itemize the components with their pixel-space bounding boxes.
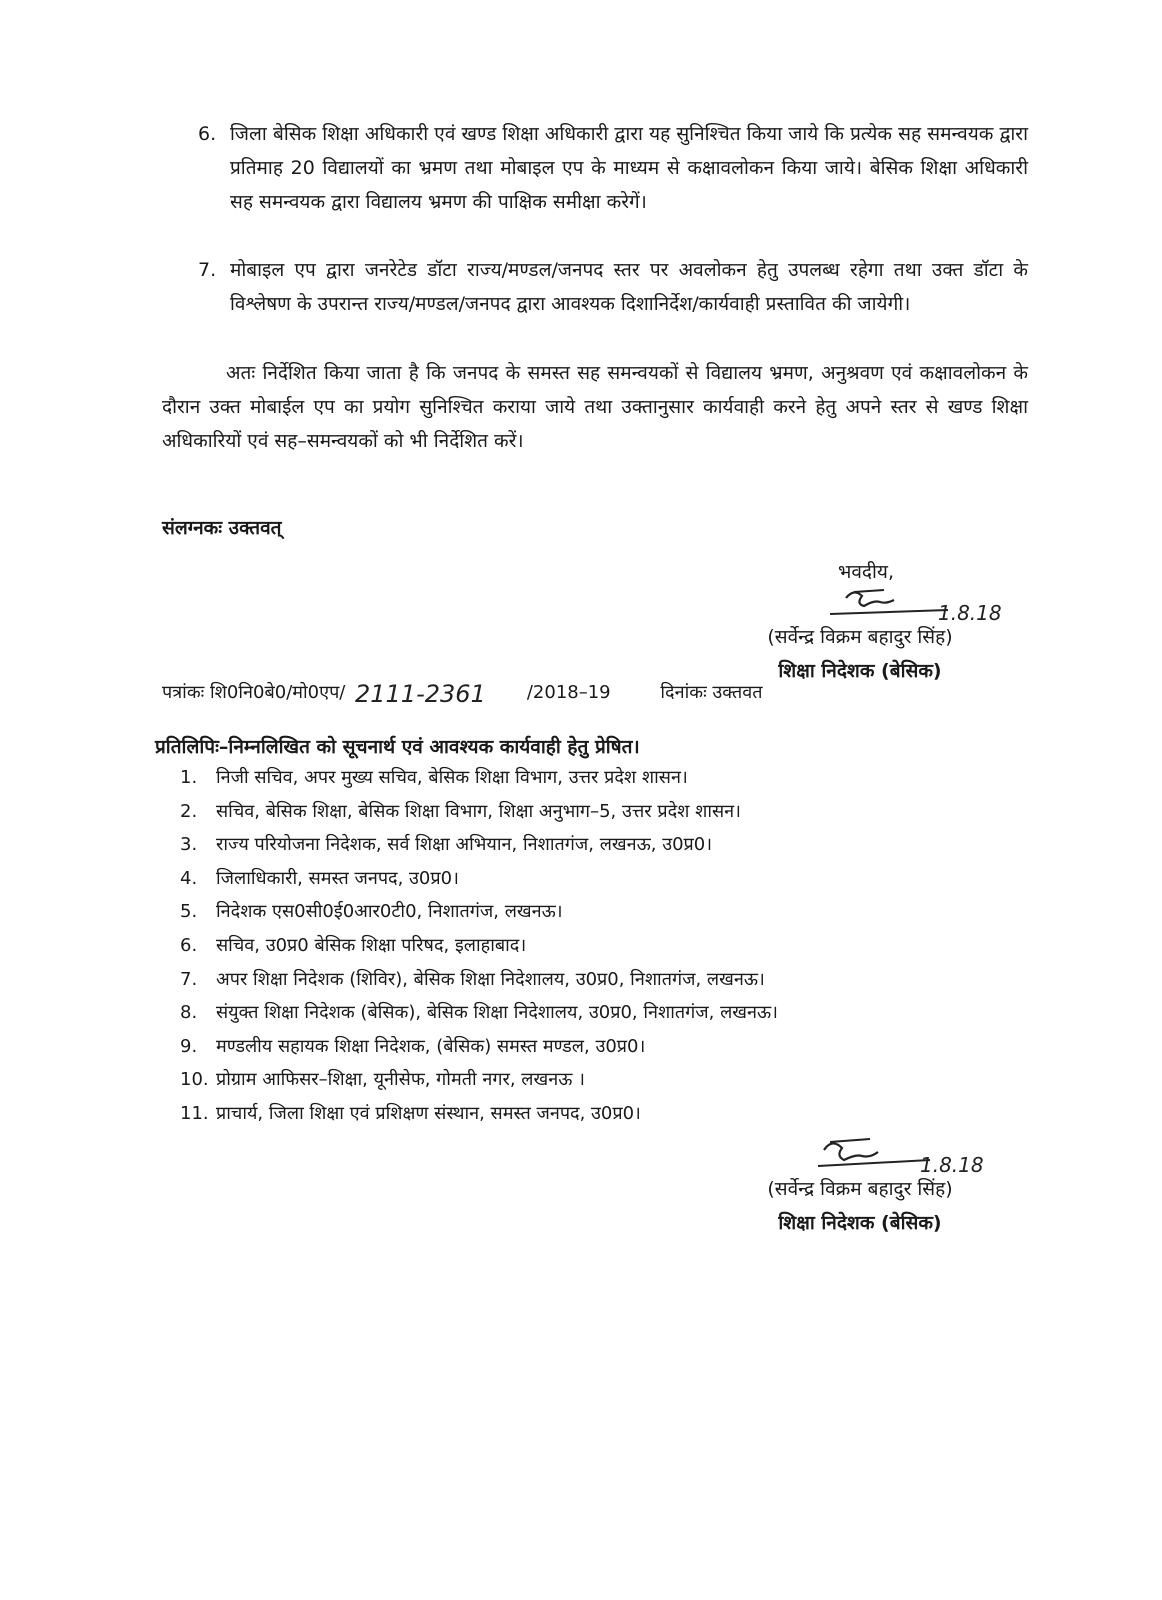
reference-label: पत्रांकः शि0नि0बे0/मो0एप/	[162, 682, 346, 703]
item-text: जिला बेसिक शिक्षा अधिकारी एवं खण्ड शिक्षा अधिकारी द्वारा यह सुनिश्चित किया जाये कि प्रत्येक सह समन्वयक द्वारा प्रतिमाह 20 विद्यालयों का भ्रमण तथा मोबाइल एप के माध्यम से कक्षावलोकन किया जाये। बेसिक शिक्षा अधिकारी सह समन्वयक द्वारा विद्यालय भ्रमण की पाक्षिक समीक्षा करेगें।	[230, 123, 1028, 213]
list-item: 10. प्रोग्राम आफिसर–शिक्षा, यूनीसेफ, गोमती नगर, लखनऊ ।	[180, 1069, 585, 1091]
numbered-item	[198, 117, 1028, 219]
list-item: 1. निजी सचिव, अपर मुख्य सचिव, बेसिक शिक्षा विभाग, उत्तर प्रदेश शासन।	[180, 767, 688, 788]
list-item: 6. सचिव, उ0प्र0 बेसिक शिक्षा परिषद, इलाहाबाद।	[180, 934, 527, 956]
handwritten-date: 1.8.18	[920, 1153, 984, 1177]
item-number: 7.	[198, 259, 217, 281]
list-item: 4. जिलाधिकारी, समस्त जनपद, उ0प्र0।	[180, 867, 459, 889]
list-item: 2. सचिव, बेसिक शिक्षा, बेसिक शिक्षा विभाग, शिक्षा अनुभाग–5, उत्तर प्रदेश शासन।	[180, 800, 741, 822]
signatory-name: (सर्वेन्द्र विक्रम बहादुर सिंह)	[767, 1178, 953, 1200]
svg-text:2111-2361: 2111-2361	[355, 680, 486, 708]
list-item: 8. संयुक्त शिक्षा निदेशक (बेसिक), बेसिक शिक्षा निदेशालय, उ0प्र0, निशातगंज, लखनऊ।	[180, 1002, 778, 1024]
copy-recipient-list	[180, 761, 980, 1131]
list-item: 11. प्राचार्य, जिला शिक्षा एवं प्रशिक्षण संस्थान, समस्त जनपद, उ0प्र0।	[180, 1102, 641, 1124]
signature-block	[730, 620, 990, 688]
list-item: 7. अपर शिक्षा निदेशक (शिविर), बेसिक शिक्षा निदेशालय, उ0प्र0, निशातगंज, लखनऊ।	[180, 968, 765, 990]
signatory-title: शिक्षा निदेशक (बेसिक)	[778, 1212, 942, 1234]
signatory-name: (सर्वेन्द्र विक्रम बहादुर सिंह)	[767, 626, 953, 648]
list-item: 9. मण्डलीय सहायक शिक्षा निदेशक, (बेसिक) समस्त मण्डल, उ0प्र0।	[180, 1035, 646, 1057]
attachment-note: संलग्नकः उक्तवत्	[162, 517, 282, 539]
handwritten-date: 1.8.18	[938, 601, 1002, 625]
list-item: 5. निदेशक एस0सी0ई0आर0टी0, निशातगंज, लखनऊ।	[180, 901, 563, 923]
numbered-item	[198, 253, 1028, 321]
closing-salutation: भवदीय,	[838, 561, 894, 583]
copy-heading: प्रतिलिपिः–निम्नलिखित को सूचनार्थ एवं आवश्यक कार्यवाही हेतु प्रेषित।	[155, 736, 640, 758]
item-text: मोबाइल एप द्वारा जनरेटेड डॉटा राज्य/मण्डल/जनपद स्तर पर अवलोकन हेतु उपलब्ध रहेगा तथा उक्त डॉटा के विश्लेषण के उपरान्त राज्य/मण्डल/जनपद द्वारा आवश्यक दिशानिर्देश/कार्यवाही प्रस्तावित की जायेगी।	[230, 259, 1028, 315]
reference-line	[162, 676, 762, 710]
item-number: 6.	[198, 123, 217, 145]
list-item: 3. राज्य परियोजना निदेशक, सर्व शिक्षा अभियान, निशातगंज, लखनऊ, उ0प्र0।	[180, 834, 713, 856]
reference-year: /2018–19	[526, 682, 611, 703]
signature-block	[730, 1172, 990, 1240]
reference-date: दिनांकः उक्तवत	[660, 682, 763, 703]
signatory-title: शिक्षा निदेशक (बेसिक)	[778, 660, 942, 682]
directive-paragraph: अतः निर्देशित किया जाता है कि जनपद के समस्त सह समन्वयकों से विद्यालय भ्रमण, अनुश्रवण एवं कक्षावलोकन के दौरान उक्त मोबाईल एप का प्रयोग सुनिश्चित कराया जाये तथा उक्तानुसार कार्यवाही करने हेतु अपने स्तर से खण्ड शिक्षा अधिकारियों एवं सह–समन्वयकों को भी निर्देशित करें।	[162, 362, 1028, 452]
handwritten-reference-number	[351, 676, 521, 710]
